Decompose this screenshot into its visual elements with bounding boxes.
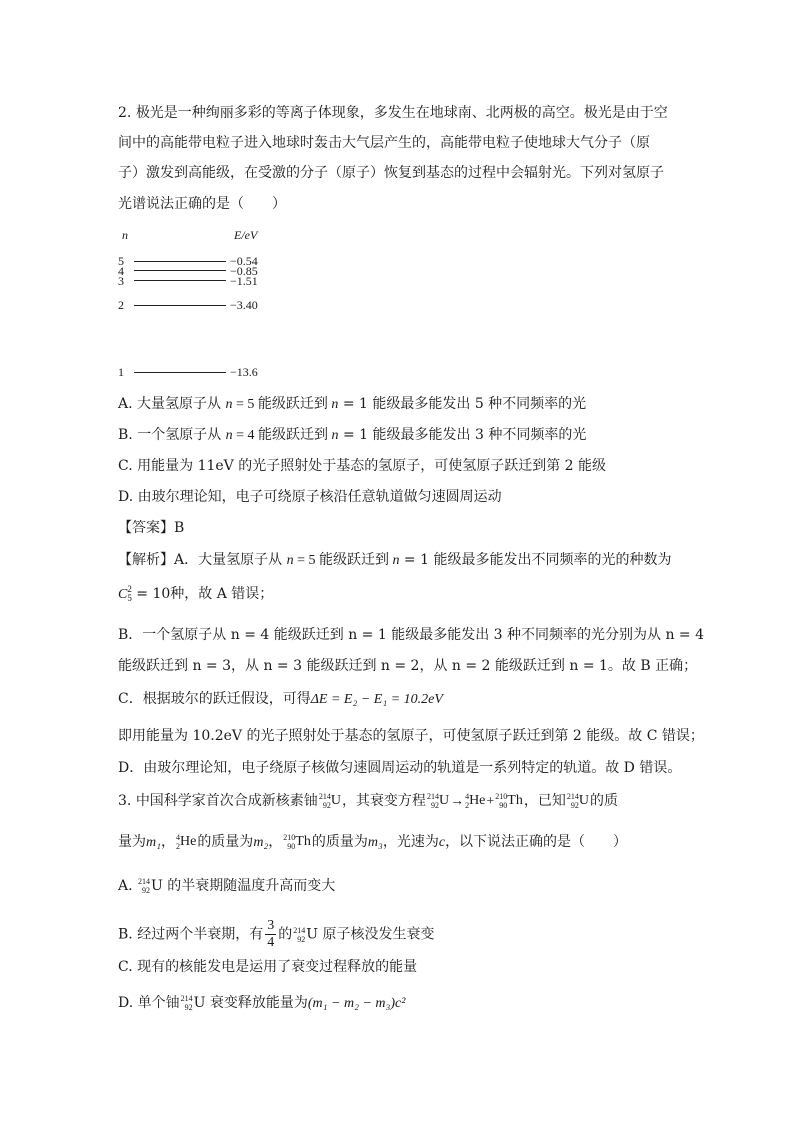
q3-option-b-text-1: 的 (278, 926, 293, 943)
q3-option-d-prefix: D. 单个铀 (118, 995, 180, 1011)
level-5-label: 5 (118, 254, 124, 268)
level-4-label: 4 (118, 264, 124, 278)
level-5-line (134, 261, 226, 262)
q2-option-b-var-2: n (331, 428, 339, 443)
q2-option-b-text-1: B. 一个氢原子从 (118, 427, 226, 443)
level-2-line (134, 305, 226, 306)
nuclide-u-1: 214 92 U (318, 792, 341, 810)
nuclide-u-2: 214 92 U (426, 792, 450, 810)
analysis-var-n2: n (392, 553, 400, 568)
q3-option-a (118, 876, 335, 896)
q2-analysis-line-6: 即用能量为 10.2eV 的光子照射处于基态的氢原子，可使氢原子跃迁到第 2 能级。故 C 错误； (118, 728, 704, 744)
combination-symbol: C (118, 587, 128, 602)
level-1-line (134, 372, 226, 373)
q2-stem-line-4: 光谱说法正确的是（ ） (118, 196, 286, 212)
q2-analysis-line-1 (118, 550, 671, 571)
q3-text-2f: ，光速为 (382, 834, 439, 850)
q2-analysis-line-4: 能级跃迁到 n = 3，从 n = 3 能级跃迁到 n = 2，从 n = 2 能级跃迁到 n = 1。故 B 正确； (118, 658, 698, 674)
q2-option-b-text-3: = 1 能级最多能发出 3 种不同频率的光 (338, 427, 587, 443)
q2-option-a-text-1: A. 大量氢原子从 (118, 396, 226, 412)
q3-option-d-text: U 衰变释放能量为 (193, 995, 308, 1011)
nuclide-he-2: 4 2 He (175, 833, 197, 851)
q3-number: 3. (118, 793, 132, 809)
q2-option-c: C. 用能量为 11eV 的光子照射处于基态的氢原子，可使氢原子跃迁到第 2 能级 (118, 458, 607, 474)
level-4-line (134, 270, 226, 271)
q3-text-1d: 的质 (589, 793, 618, 809)
light-speed-c: c (438, 835, 446, 850)
q3-option-b (118, 918, 434, 951)
analysis-text-5a: C．根据玻尔的跃迁假设，可得 (118, 691, 311, 707)
level-2-label: 2 (118, 298, 124, 312)
q2-option-a-text-3: = 1 能级最多能发出 5 种不同频率的光 (338, 396, 587, 412)
mass-m1: m₁ (146, 835, 161, 850)
q2-stem-line-3: 子）激发到高能级，在受激的分子（原子）恢复到基态的过程中会辐射光。下列对氢原子 (118, 165, 664, 181)
q3-text-2g: ，以下说法正确的是（ ） (445, 834, 628, 850)
nuclide-u-6: 214 92 (180, 994, 193, 1012)
energy-level-diagram (118, 228, 298, 388)
q3-text-1a: 中国科学家首次合成新核素铀 (135, 793, 318, 809)
nuclide-u-5: 214 92 (293, 925, 306, 944)
q2-analysis-line-7: D．由玻尔理论知，电子绕原子核做匀速圆周运动的轨道是一系列特定的轨道。故 D 错误。 (118, 760, 682, 776)
level-1-energy: −13.6 (230, 365, 258, 379)
q3-text-1c: ，已知 (523, 793, 566, 809)
q2-stem-text-1: 极光是一种绚丽多彩的等离子体现象，多发生在地球南、北两极的高空。极光是由于空 (135, 105, 668, 121)
q3-text-2b: ， (160, 834, 175, 850)
level-4-energy: −0.85 (230, 264, 258, 278)
combination-sup: 2 (127, 584, 132, 594)
mass-m3: m₃ (367, 835, 383, 850)
nuclide-he-1: 4 2 He (465, 792, 486, 810)
analysis-var-n1: n (286, 553, 294, 568)
fraction-three-quarters: $\frac{3}{4}$ (267, 918, 275, 950)
analysis-text-1c: = 1 能级最多能发出不同频率的光的种数为 (399, 552, 672, 568)
q3-option-d (118, 993, 405, 1014)
energy-difference-formula: ΔE = E₂ − E₁ = 10.2eV (310, 692, 443, 707)
q2-answer: 【答案】B (118, 520, 185, 536)
q3-text-1b: ，其衰变方程 (341, 793, 426, 809)
plus-sign: + (486, 794, 495, 809)
q3-option-b-text-2: U 原子核没发生衰变 (306, 926, 435, 943)
q3-stem-line-2 (118, 832, 627, 853)
level-3-line (134, 280, 226, 281)
q3-option-a-prefix: A. (118, 878, 138, 894)
q2-stem-line-1 (118, 103, 668, 123)
q3-text-2a: 量为 (118, 834, 146, 850)
q2-analysis-line-3: B．一个氢原子从 n = 4 能级跃迁到 n = 1 能级最多能发出 3 种不同频率的光分别为从 n = 4 (118, 627, 705, 643)
combination-sub: 5 (127, 593, 132, 603)
level-3-energy: −1.51 (230, 274, 258, 288)
q2-option-b (118, 425, 586, 446)
q2-option-b-var-1: n (225, 428, 233, 443)
q2-analysis-line-2 (118, 584, 273, 605)
q3-text-2e: 的质量为 (311, 834, 368, 850)
level-1-label: 1 (118, 365, 124, 379)
analysis-text-2: = 10种，故 A 错误； (131, 586, 274, 602)
q2-analysis-line-5 (118, 689, 443, 710)
level-3-label: 3 (118, 274, 124, 288)
nuclide-u-3: 214 92 U (566, 792, 589, 810)
q3-option-c: C. 现有的核能发电是运用了衰变过程释放的能量 (118, 959, 418, 975)
nuclide-th-1: 210 90 Th (495, 792, 523, 810)
energy-release-formula: (m₁ − m₂ − m₃)c² (307, 996, 406, 1011)
q3-stem-line-1 (118, 791, 618, 812)
q3-text-2c: 的质量为 (197, 834, 254, 850)
mass-m2: m₂ (253, 835, 269, 850)
q2-option-a-text-2: = 5 能级跃迁到 (232, 397, 332, 412)
nuclide-u-4: 214 92 (138, 877, 151, 895)
level-2-energy: −3.40 (230, 298, 258, 312)
analysis-text-1b: = 5 能级跃迁到 (293, 553, 393, 568)
decay-arrow: → (450, 794, 465, 809)
level-5-energy: −0.54 (230, 254, 258, 268)
q3-option-b-prefix: B. 经过两个半衰期，有 (118, 926, 264, 943)
q2-option-b-text-2: = 4 能级跃迁到 (232, 428, 332, 443)
diagram-n-header: n (122, 228, 128, 242)
q3-text-2d: ， (268, 834, 283, 850)
diagram-e-header: E/eV (234, 228, 258, 242)
q2-option-a-var-1: n (225, 397, 233, 412)
analysis-text-1a: A．大量氢原子从 (174, 552, 287, 568)
q2-option-a-var-2: n (331, 397, 339, 412)
q2-option-a (118, 394, 586, 415)
analysis-label: 【解析】 (118, 552, 174, 568)
nuclide-th-2: 210 90 Th (283, 833, 311, 851)
q2-stem-line-2: 间中的高能带电粒子进入地球时轰击大气层产生的，高能带电粒子使地球大气分子（原 (118, 135, 650, 151)
q2-number: 2. (118, 105, 132, 121)
q3-option-a-text: U 的半衰期随温度升高而变大 (151, 878, 336, 894)
q2-option-d: D. 由玻尔理论知，电子可绕原子核沿任意轨道做匀速圆周运动 (118, 489, 502, 505)
